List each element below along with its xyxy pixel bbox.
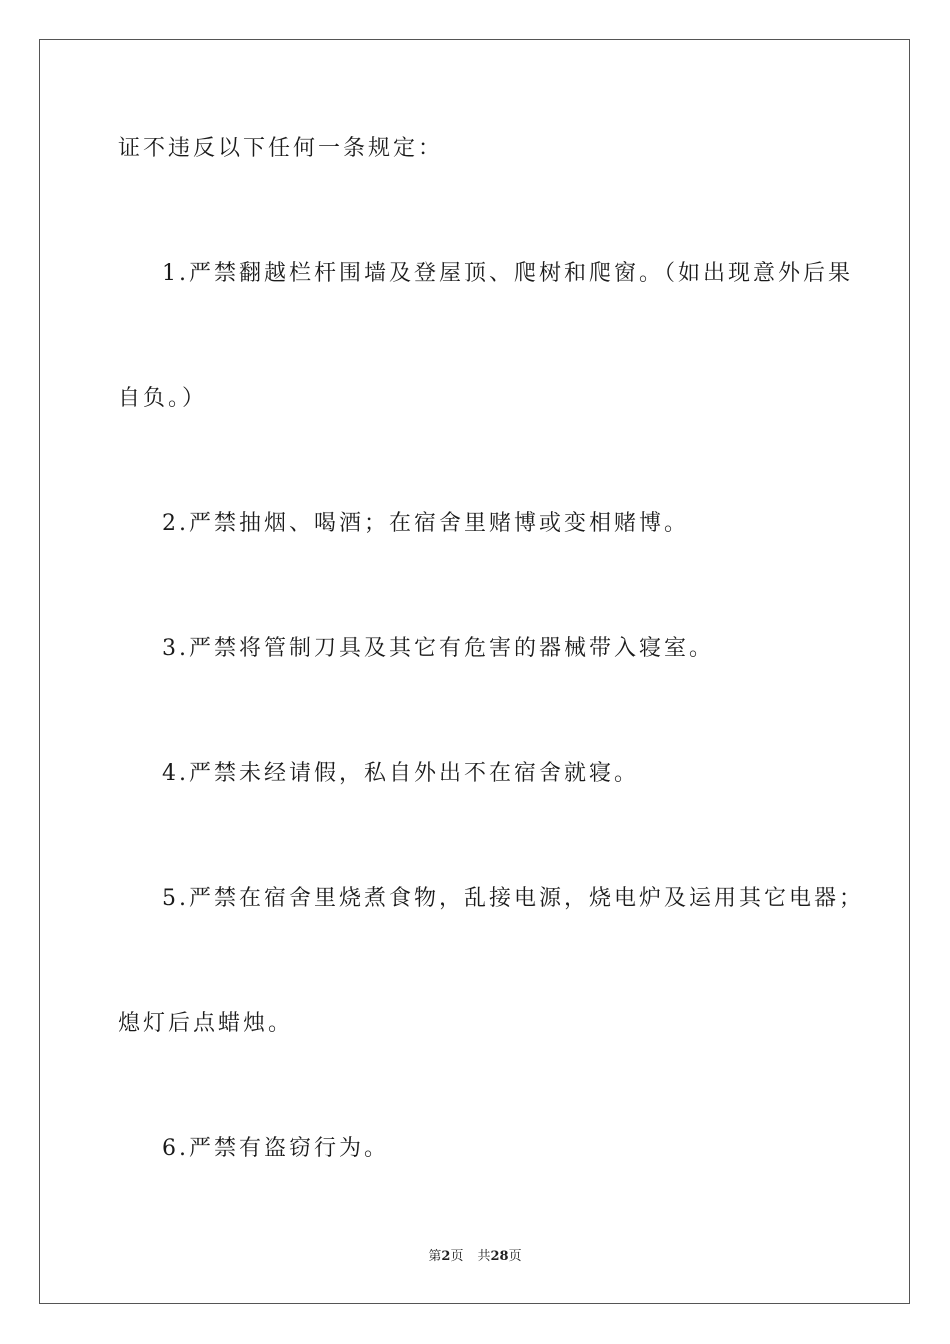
body-line-7: 5.严禁在宿舍里烧煮食物，乱接电源，烧电炉及运用其它电器； (162, 886, 864, 911)
page-border (39, 39, 910, 1304)
page-footer (0, 1248, 950, 1266)
total-prefix: 共 (477, 1249, 491, 1264)
body-line-9: 6.严禁有盗窃行为。 (162, 1136, 389, 1161)
body-line-4: 2.严禁抽烟、喝酒；在宿舍里赌博或变相赌博。 (162, 511, 689, 536)
body-line-6: 4.严禁未经请假，私自外出不在宿舍就寝。 (162, 761, 639, 786)
page-prefix: 第 (428, 1249, 442, 1264)
page-number: 2 (441, 1249, 451, 1264)
body-line-2: 1.严禁翻越栏杆围墙及登屋顶、爬树和爬窗。（如出现意外后果 (162, 261, 853, 286)
body-line-8: 熄灯后点蜡烛。 (118, 1011, 294, 1036)
page-suffix: 页 (450, 1249, 464, 1264)
body-line-1: 证不违反以下任何一条规定： (118, 136, 444, 161)
total-suffix: 页 (508, 1249, 522, 1264)
body-line-5: 3.严禁将管制刀具及其它有危害的器械带入寝室。 (162, 636, 714, 661)
total-pages: 28 (490, 1249, 509, 1264)
body-line-3: 自负。） (118, 386, 208, 411)
